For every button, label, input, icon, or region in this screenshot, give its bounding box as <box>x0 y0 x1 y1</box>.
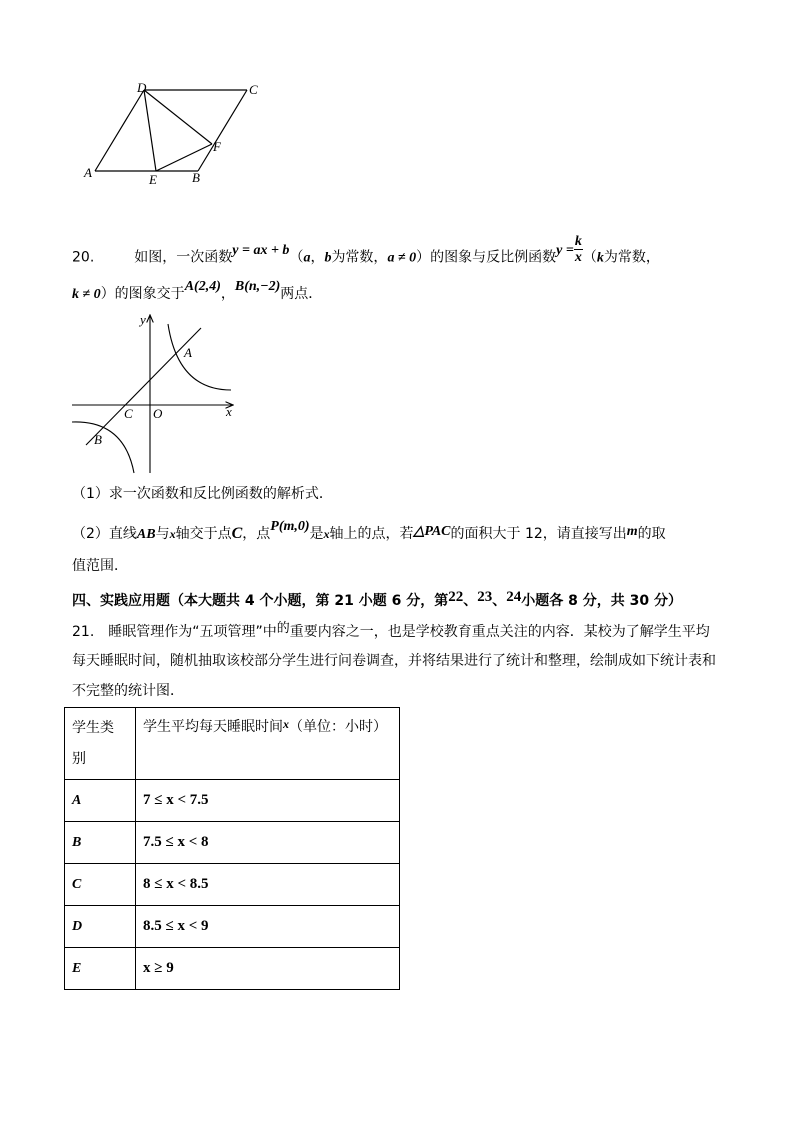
category-cell: C <box>65 864 136 906</box>
q20-part1: （1）求一次函数和反比例函数的解析式． <box>72 486 333 502</box>
q20-part2-line2: 值范围． <box>72 558 128 574</box>
segment-ef <box>156 144 212 171</box>
linear-function: y = ax + b <box>232 242 290 258</box>
y-axis-label: y <box>140 312 146 327</box>
table-row <box>65 822 400 864</box>
label-c: C <box>124 406 133 421</box>
table-row <box>65 948 400 990</box>
table-row <box>65 864 400 906</box>
range-cell: 8 ≤ x < 8.5 <box>136 864 400 906</box>
parallelogram-figure <box>80 80 270 190</box>
category-cell: D <box>65 906 136 948</box>
sleep-time-table <box>64 707 400 990</box>
hyperbola-branch-q1 <box>168 324 231 390</box>
segment-cb <box>198 90 247 171</box>
label-d: D <box>137 80 147 95</box>
label-b: B <box>192 170 200 185</box>
label-b: B <box>94 432 102 447</box>
range-cell: 8.5 ≤ x < 9 <box>136 906 400 948</box>
table-row <box>65 906 400 948</box>
label-f: F <box>213 139 221 154</box>
label-a: A <box>84 165 92 180</box>
range-cell: 7.5 ≤ x < 8 <box>136 822 400 864</box>
category-cell: E <box>65 948 136 990</box>
label-a: A <box>184 345 192 360</box>
point-b: B(n,−2) <box>234 279 281 294</box>
header-sleep-time: 学生平均每天睡眠时间x（单位：小时） <box>136 708 400 780</box>
hyperbola-branch-q3 <box>72 422 134 473</box>
segment-ad <box>95 90 144 171</box>
q21-line2: 每天睡眠时间，随机抽取该校部分学生进行问卷调查，并将结果进行了统计和整理，绘制成如下统计表和 <box>72 653 716 669</box>
inverse-function-fraction: $\frac{k}{x}$ <box>574 234 582 265</box>
point-p: P(m,0) <box>270 519 310 534</box>
label-o: O <box>153 406 163 421</box>
segment-de <box>144 90 156 171</box>
range-cell: x ≥ 9 <box>136 948 400 990</box>
header-category: 学生类 别 <box>65 708 136 780</box>
category-cell: A <box>65 780 136 822</box>
category-cell: B <box>65 822 136 864</box>
q20-line1: 20. 如图，一次函数y = ax + b（a，b为常数，a ≠ 0）的图象与反比例函数y = $\frac{k}{x}$ （k为常数， <box>72 234 660 266</box>
q21-line3: 不完整的统计图． <box>72 683 184 699</box>
table-header-row <box>65 708 400 780</box>
label-c: C <box>249 82 258 97</box>
x-axis-label: x <box>226 404 232 419</box>
function-graph-figure <box>66 310 246 480</box>
segment-df <box>144 90 212 144</box>
q20-part2-line1: （2）直线AB与x轴交于点C，点P(m,0)是x轴上的点，若△PAC的面积大于 12，请直接写出m的取 <box>72 519 666 542</box>
table-row <box>65 780 400 822</box>
q20-line2: k ≠ 0）的图象交于A(2,4)，B(n,−2)两点． <box>72 279 323 302</box>
q21-line1: 21. 睡眠管理作为“五项管理”中的重要内容之一，也是学校教育重点关注的内容．某校为了解学生平均 <box>72 621 710 640</box>
section-4-heading: 四、实践应用题（本大题共 4 个小题，第 21 小题 6 分，第22、23、24小题各 8 分，共 30 分） <box>72 589 682 609</box>
point-a: A(2,4) <box>184 279 221 294</box>
range-cell: 7 ≤ x < 7.5 <box>136 780 400 822</box>
q20-number: 20. <box>72 249 95 266</box>
label-e: E <box>149 172 157 187</box>
